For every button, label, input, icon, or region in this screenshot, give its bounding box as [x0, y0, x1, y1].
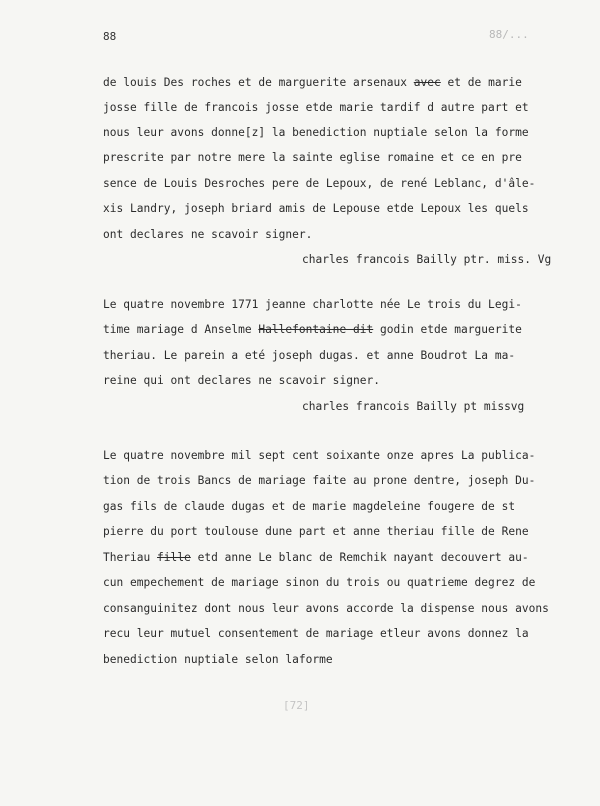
page-marker: [72] [283, 699, 310, 712]
text-line: theriau. Le parein a eté joseph dugas. et anne Boudrot La ma- [103, 349, 516, 362]
text-line: josse fille de francois josse etde marie tardif d autre part et [103, 101, 529, 114]
text-line: xis Landry, joseph briard amis de Lepouse etde Lepoux les quels [103, 202, 529, 215]
struck-text: fille [157, 551, 191, 564]
text-line: benediction nuptiale selon laforme [103, 653, 333, 666]
text-line: pierre du port toulouse dune part et anne theriau fille de Rene [103, 525, 529, 538]
text-line: tion de trois Bancs de mariage faite au prone dentre, joseph Du- [103, 474, 536, 487]
text-line: ont declares ne scavoir signer. [103, 228, 313, 241]
text-line: consanguinitez dont nous leur avons accorde la dispense nous avons [103, 602, 549, 615]
text-line: gas fils de claude dugas et de marie magdeleine fougere de st [103, 500, 516, 513]
text-line: reine qui ont declares ne scavoir signer. [103, 374, 380, 387]
text-line: time mariage d Anselme Hallefontaine dit godin etde marguerite [103, 323, 522, 336]
signature-line: charles francois Bailly ptr. miss. Vg [302, 253, 552, 266]
text-line: nous leur avons donne[z] la benediction nuptiale selon la forme [103, 126, 529, 139]
text-line: de louis Des roches et de marguerite arsenaux avec et de marie [103, 76, 522, 89]
text-line: prescrite par notre mere la sainte eglise romaine et ce en pre [103, 151, 522, 164]
struck-text: avec [413, 76, 441, 89]
text-line: Le quatre novembre 1771 jeanne charlotte née Le trois du Legi- [103, 298, 522, 311]
text-line: cun empechement de mariage sinon du trois ou quatrieme degrez de [103, 576, 536, 589]
text-line: sence de Louis Desroches pere de Lepoux, de rené Leblanc, d'âle- [103, 177, 536, 190]
page-reference: 88/... [489, 28, 529, 41]
signature-line: charles francois Bailly pt missvg [302, 400, 525, 413]
text-line: Theriau fille etd anne Le blanc de Remchik nayant decouvert au- [103, 551, 529, 564]
page-number: 88 [103, 30, 117, 43]
text-line: recu leur mutuel consentement de mariage etleur avons donnez la [103, 627, 529, 640]
struck-text: Hallefontaine dit [258, 323, 374, 336]
text-line: Le quatre novembre mil sept cent soixante onze apres La publica- [103, 449, 536, 462]
